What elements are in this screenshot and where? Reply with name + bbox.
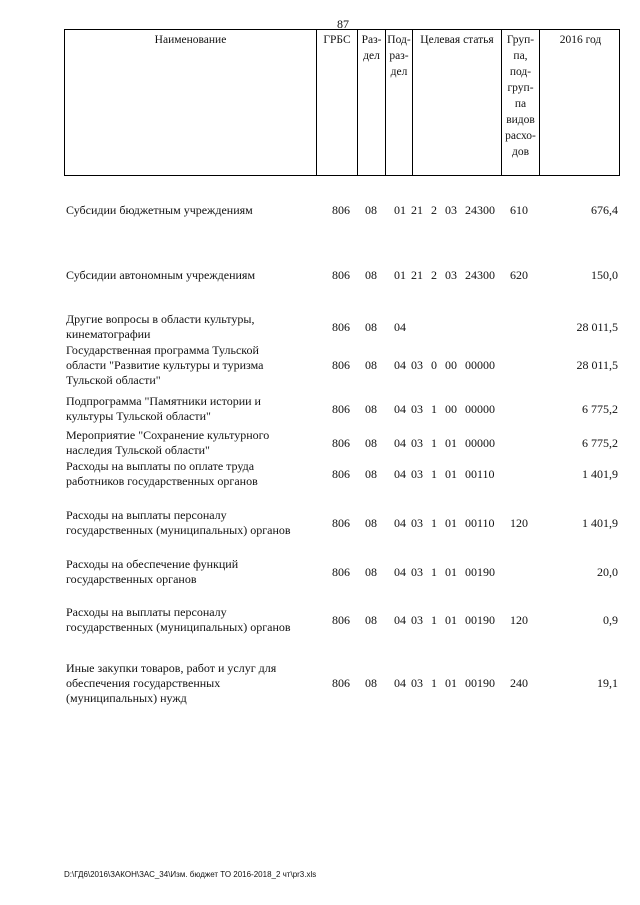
row-name: Другие вопросы в области культуры, кинематографии: [66, 312, 255, 341]
row-razdel: 08: [365, 358, 377, 372]
row-gruppa: 620: [510, 268, 528, 282]
row-grbs: 806: [332, 565, 350, 579]
row-tselevaya-statya: 21 2 03 24300: [411, 268, 495, 282]
row-grbs: 806: [332, 320, 350, 334]
row-value-2016: 28 011,5: [576, 320, 618, 334]
row-name: Государственная программа Тульской области "Развитие культуры и туризма Тульской области": [66, 343, 264, 387]
header-year: 2016 год: [539, 30, 621, 175]
row-podrazdel: 01: [394, 268, 406, 282]
row-name: Расходы на выплаты персоналу государственных (муниципальных) органов: [66, 605, 291, 634]
row-podrazdel: 04: [394, 676, 406, 690]
row-value-2016: 0,9: [603, 613, 618, 627]
row-value-2016: 28 011,5: [576, 358, 618, 372]
row-tselevaya-statya: 03 1 01 00000: [411, 436, 495, 450]
row-razdel: 08: [365, 320, 377, 334]
row-podrazdel: 04: [394, 436, 406, 450]
row-podrazdel: 01: [394, 203, 406, 217]
row-razdel: 08: [365, 203, 377, 217]
row-value-2016: 1 401,9: [582, 516, 618, 530]
row-value-2016: 150,0: [591, 268, 618, 282]
header-tselevaya-statya: Целевая статья: [412, 30, 501, 175]
row-razdel: 08: [365, 402, 377, 416]
row-grbs: 806: [332, 402, 350, 416]
row-gruppa: 120: [510, 613, 528, 627]
row-tselevaya-statya: 03 1 01 00110: [411, 516, 495, 530]
row-value-2016: 676,4: [591, 203, 618, 217]
row-grbs: 806: [332, 203, 350, 217]
row-tselevaya-statya: 03 1 01 00190: [411, 565, 495, 579]
row-tselevaya-statya: 21 2 03 24300: [411, 203, 495, 217]
table-header: [64, 29, 620, 176]
header-razdel: Раз- дел: [357, 30, 385, 175]
row-podrazdel: 04: [394, 402, 406, 416]
row-podrazdel: 04: [394, 613, 406, 627]
row-tselevaya-statya: 03 1 01 00110: [411, 467, 495, 481]
row-razdel: 08: [365, 268, 377, 282]
row-tselevaya-statya: 03 1 01 00190: [411, 613, 495, 627]
row-podrazdel: 04: [394, 516, 406, 530]
row-grbs: 806: [332, 516, 350, 530]
row-name: Подпрограмма "Памятники истории и культуры Тульской области": [66, 394, 261, 423]
row-grbs: 806: [332, 268, 350, 282]
row-gruppa: 610: [510, 203, 528, 217]
header-grbs: ГРБС: [316, 30, 357, 175]
row-razdel: 08: [365, 467, 377, 481]
row-podrazdel: 04: [394, 467, 406, 481]
row-name: Иные закупки товаров, работ и услуг для обеспечения государственных (муниципальных) нужд: [66, 661, 277, 705]
row-tselevaya-statya: 03 0 00 00000: [411, 358, 495, 372]
header-podrazdel: Под- раз- дел: [385, 30, 412, 175]
row-name: Расходы на обеспечение функций государственных органов: [66, 557, 239, 586]
footer-file-path: D:\ГД6\2016\ЗАКОН\ЗАС_34\Изм. бюджет ТО 2016-2018_2 чт\pr3.xls: [64, 870, 317, 879]
row-name: Субсидии бюджетным учреждениям: [66, 203, 253, 217]
row-tselevaya-statya: 03 1 01 00190: [411, 676, 495, 690]
header-gruppa: Груп- па, под- груп- па видов расхо- дов: [501, 30, 539, 175]
row-gruppa: 120: [510, 516, 528, 530]
row-podrazdel: 04: [394, 320, 406, 334]
row-value-2016: 6 775,2: [582, 402, 618, 416]
page-number: 87: [337, 17, 349, 31]
row-tselevaya-statya: 03 1 00 00000: [411, 402, 495, 416]
row-podrazdel: 04: [394, 565, 406, 579]
row-razdel: 08: [365, 613, 377, 627]
header-name: Наименование: [154, 34, 227, 46]
row-grbs: 806: [332, 613, 350, 627]
row-name: Субсидии автономным учреждениям: [66, 268, 256, 282]
row-razdel: 08: [365, 676, 377, 690]
row-gruppa: 240: [510, 676, 528, 690]
row-name: Мероприятие "Сохранение культурного наследия Тульской области": [66, 428, 270, 457]
row-value-2016: 1 401,9: [582, 467, 618, 481]
row-grbs: 806: [332, 676, 350, 690]
row-razdel: 08: [365, 565, 377, 579]
row-razdel: 08: [365, 436, 377, 450]
row-grbs: 806: [332, 467, 350, 481]
row-value-2016: 19,1: [597, 676, 618, 690]
row-grbs: 806: [332, 436, 350, 450]
row-name: Расходы на выплаты персоналу государственных (муниципальных) органов: [66, 508, 291, 537]
row-podrazdel: 04: [394, 358, 406, 372]
row-value-2016: 20,0: [597, 565, 618, 579]
row-grbs: 806: [332, 358, 350, 372]
row-name: Расходы на выплаты по оплате труда работников государственных органов: [66, 459, 258, 488]
row-razdel: 08: [365, 516, 377, 530]
row-value-2016: 6 775,2: [582, 436, 618, 450]
